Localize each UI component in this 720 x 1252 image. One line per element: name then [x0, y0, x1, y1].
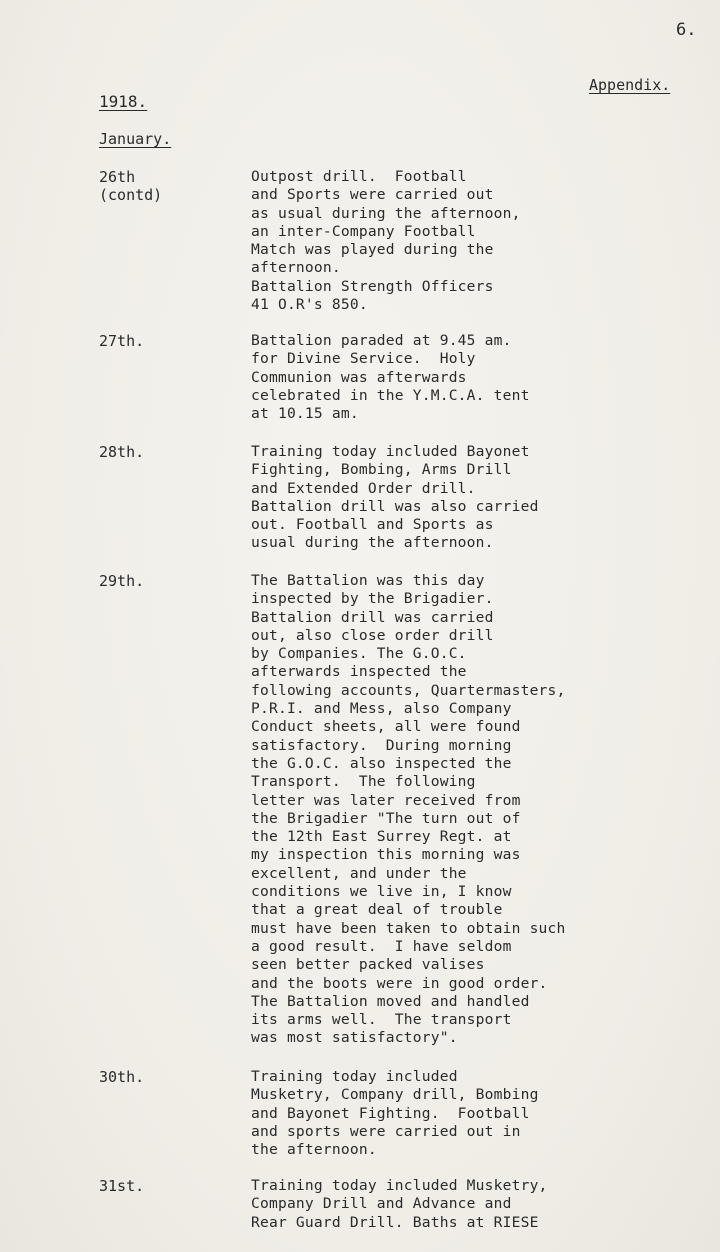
text-line: out, also close order drill [251, 626, 494, 644]
appendix-heading: Appendix. [589, 76, 671, 94]
text-line: and Extended Order drill. [251, 479, 476, 497]
text-line: celebrated in the Y.M.C.A. tent [251, 386, 530, 404]
text-line: must have been taken to obtain such [251, 919, 566, 937]
year-heading: 1918. [99, 92, 148, 111]
text-line: Battalion paraded at 9.45 am. [251, 332, 512, 349]
month-heading: January. [99, 130, 172, 148]
entry-text [251, 332, 530, 423]
text-line: Fighting, Bombing, Arms Drill [251, 461, 512, 479]
entry-text [251, 168, 521, 314]
text-line: afternoon. [251, 259, 341, 277]
text-line: afterwards inspected the [251, 663, 467, 681]
text-line: was most satisfactory". [251, 1029, 458, 1047]
entry-date: 26th (contd) [99, 168, 163, 205]
text-line: for Divine Service. Holy [251, 350, 476, 368]
text-line: Training today included Bayonet [251, 443, 530, 460]
text-line: that a great deal of trouble [251, 901, 503, 919]
text-line: a good result. I have seldom [251, 937, 512, 955]
text-line: the 12th East Surrey Regt. at [251, 828, 512, 846]
text-line: 41 O.R's 850. [251, 296, 368, 314]
text-line: The Battalion moved and handled [251, 992, 530, 1010]
text-line: the Brigadier "The turn out of [251, 809, 521, 827]
text-line: its arms well. The transport [251, 1011, 512, 1029]
text-line: satisfactory. During morning [251, 736, 512, 754]
text-line: and sports were carried out in [251, 1122, 521, 1140]
text-line: out. Football and Sports as [251, 516, 494, 534]
text-line: Battalion drill was also carried [251, 497, 539, 515]
text-line: the G.O.C. also inspected the [251, 754, 512, 772]
text-line: the afternoon. [251, 1141, 377, 1159]
text-line: my inspection this morning was [251, 846, 521, 864]
text-line: Battalion Strength Officers [251, 277, 494, 295]
text-line: following accounts, Quartermasters, [251, 681, 566, 699]
page-number: 6. [676, 20, 697, 40]
text-line: seen better packed valises [251, 956, 485, 974]
entry-text [251, 443, 539, 553]
text-line: Rear Guard Drill. Baths at RIESE [251, 1213, 539, 1231]
text-line: Outpost drill. Football [251, 168, 467, 185]
text-line: inspected by the Brigadier. [251, 590, 494, 608]
text-line: Transport. The following [251, 773, 476, 791]
entry-text [251, 1068, 539, 1159]
text-line: Musketry, Company drill, Bombing [251, 1086, 539, 1104]
text-line: The Battalion was this day [251, 572, 485, 589]
text-line: conditions we live in, I know [251, 883, 512, 901]
text-line: and Bayonet Fighting. Football [251, 1104, 530, 1122]
entry-date: 29th. [99, 572, 145, 590]
text-line: Communion was afterwards [251, 368, 467, 386]
text-line: excellent, and under the [251, 864, 467, 882]
entry-text [251, 572, 566, 1048]
entry-text [251, 1177, 548, 1232]
text-line: as usual during the afternoon, [251, 204, 521, 222]
text-line: and Sports were carried out [251, 186, 494, 204]
text-line: and the boots were in good order. [251, 974, 548, 992]
text-line: Training today included [251, 1068, 458, 1085]
text-line: Match was played during the [251, 241, 494, 259]
entry-date: 28th. [99, 443, 145, 461]
entry-date: 30th. [99, 1068, 145, 1086]
entry-date: 31st. [99, 1177, 145, 1195]
text-line: usual during the afternoon. [251, 534, 494, 552]
entry-date: 27th. [99, 332, 145, 350]
text-line: P.R.I. and Mess, also Company [251, 700, 512, 718]
text-line: Conduct sheets, all were found [251, 718, 521, 736]
text-line: Training today included Musketry, [251, 1177, 548, 1194]
text-line: an inter-Company Football [251, 222, 476, 240]
text-line: by Companies. The G.O.C. [251, 645, 467, 663]
text-line: Company Drill and Advance and [251, 1195, 512, 1213]
text-line: at 10.15 am. [251, 405, 359, 423]
text-line: letter was later received from [251, 791, 521, 809]
text-line: Battalion drill was carried [251, 608, 494, 626]
